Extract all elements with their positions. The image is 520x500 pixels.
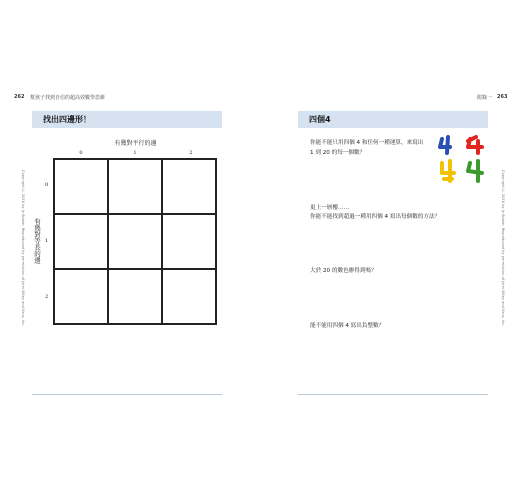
quadrilateral-grid	[53, 158, 217, 325]
green-four-icon	[442, 161, 454, 181]
grid-cell[interactable]	[54, 159, 108, 214]
row-tick: 2	[45, 294, 49, 300]
running-title-right: 附錄一	[477, 95, 493, 101]
question-line: 更上一層樓……	[310, 205, 350, 211]
col-tick: 2	[189, 150, 193, 156]
row-tick: 0	[45, 182, 49, 188]
grid-cell[interactable]	[54, 214, 108, 269]
copyright-right: Copyright © 2016 by Jo Boaler. Reproduced by permission of John Wiley and Sons, Inc.	[501, 170, 505, 327]
copyright-left: Copyright © 2016 by Jo Boaler. Reproduced by permission of John Wiley and Sons, Inc.	[21, 170, 25, 327]
question-line: 大於 20 的數也辦得到嗎？	[310, 268, 377, 274]
activity-banner-left	[32, 111, 222, 128]
page-number-left: 262	[14, 94, 25, 100]
question-line: 你能不能找到超過一種用四個 4 寫出每個數的方法？	[310, 214, 441, 220]
grid-cell[interactable]	[108, 214, 162, 269]
grid-cell[interactable]	[108, 269, 162, 324]
blue-four-icon	[440, 137, 450, 153]
right-page	[260, 0, 520, 500]
question-line: 能不能用四個 4 寫出負整數？	[310, 323, 385, 329]
activity-title-right: 四個4	[309, 115, 331, 124]
top-axis-label: 有幾對平行的邊	[114, 140, 157, 147]
bottom-rule-right	[298, 394, 488, 395]
grid-cell[interactable]	[162, 214, 216, 269]
col-tick: 0	[79, 150, 83, 156]
question-line: 1 到 20 的每一個數？	[310, 150, 366, 156]
four-4s-illustration	[438, 133, 492, 185]
grid-cell[interactable]	[54, 269, 108, 324]
activity-title-left: 找出四邊形！	[43, 115, 91, 124]
bottom-rule-left	[32, 394, 222, 395]
col-tick: 1	[133, 150, 137, 156]
page-number-right: 263	[497, 94, 508, 100]
grid-cell[interactable]	[162, 159, 216, 214]
grid-cell[interactable]	[162, 269, 216, 324]
running-title-left: 幫孩子找到自信的超高效數學思維	[30, 95, 106, 101]
activity-banner-right	[298, 111, 488, 128]
question-line: 你能不能只用四個 4 和任何一種運算，來寫出	[310, 140, 424, 146]
red-four-icon	[468, 137, 482, 153]
side-axis-label: 有幾對等長的邊	[33, 218, 41, 264]
yellow-four-icon	[468, 161, 482, 181]
grid-cell[interactable]	[108, 159, 162, 214]
row-tick: 1	[45, 238, 49, 244]
